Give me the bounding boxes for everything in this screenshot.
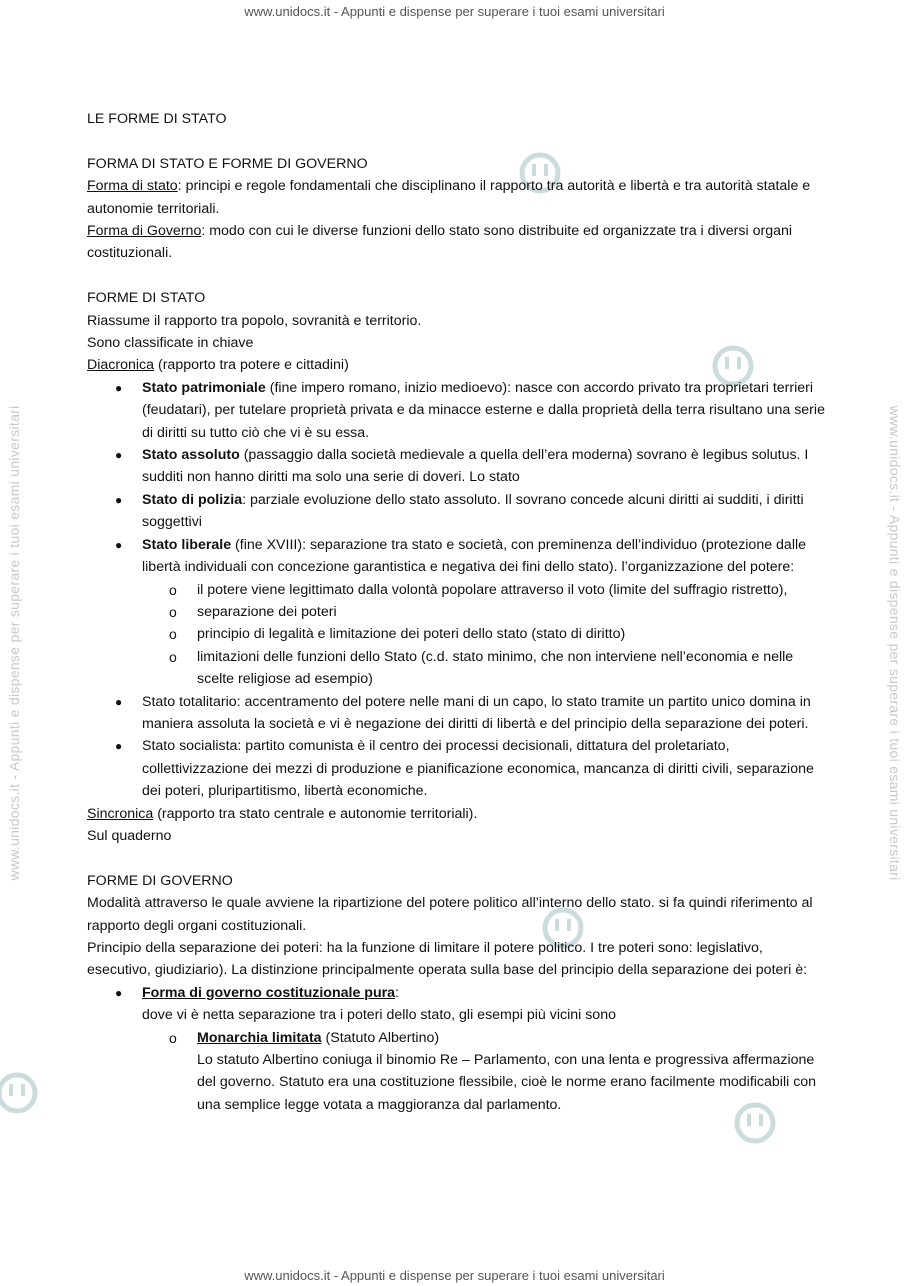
list-item	[115, 444, 827, 489]
list-item	[115, 735, 827, 802]
sublist-item-text: il potere viene legittimato dalla volontà popolare attraverso il voto (limite del suffragio ristretto),	[197, 581, 788, 598]
circle-bullet-icon: o	[169, 1029, 177, 1046]
paragraph: Riassume il rapporto tra popolo, sovranità e territorio.	[87, 312, 422, 329]
forma-di-stato-text: : principi e regole fondamentali che disciplinano il rapporto tra autorità e libertà e tra autorità statale e autonomie territoriali.	[87, 178, 811, 217]
diacronica-line	[87, 354, 827, 376]
sublist-item	[169, 579, 827, 601]
sublist-item	[169, 1027, 827, 1117]
list-item-text: Stato socialista: partito comunista è il centro dei processi decisionali, dittatura del proletariato, collettivizzazione dei mezzi di produzione e pianificazione economica, mancanza di diritti civili, separazione dei poteri, pluripartitismo, libertà economiche.	[142, 738, 814, 800]
paragraph: Sul quaderno	[87, 827, 172, 844]
bullet-icon: ●	[115, 694, 123, 709]
forma-di-governo-text: : modo con cui le diverse funzioni dello stato sono distribuite ed organizzate tra i diversi organi costituzionali.	[87, 223, 793, 262]
sublist-item-term: Monarchia limitata	[197, 1029, 322, 1046]
sublist-item	[169, 646, 827, 691]
circle-bullet-icon: o	[169, 603, 177, 620]
watermark-side-left: www.unidocs.it - Appunti e dispense per superare i tuoi esami universitari	[6, 405, 22, 881]
forma-di-stato-definition	[87, 175, 827, 220]
forma-di-stato-term: Forma di stato	[87, 178, 178, 195]
section-heading-forme-di-stato: FORME DI STATO	[87, 290, 206, 307]
list-item-colon: :	[395, 984, 399, 1001]
forma-di-governo-term: Forma di Governo	[87, 223, 202, 240]
bullet-icon: ●	[115, 448, 123, 463]
paragraph: Sono classificate in chiave	[87, 335, 254, 352]
paragraph: Modalità attraverso le quale avviene la ripartizione del potere politico all’interno dello stato. si fa quindi riferimento al rapporto degli organi costituzionali.	[87, 895, 813, 934]
sublist-item	[169, 601, 827, 623]
list-item-text: dove vi è netta separazione tra i poteri dello stato, gli esempi più vicini sono	[142, 1007, 616, 1024]
list-item-term: Stato liberale	[142, 536, 232, 553]
sublist-item-text: Lo statuto Albertino coniuga il binomio Re – Parlamento, con una lenta e progressiva affermazione del governo. Statuto era una costituzione flessibile, cioè le norme erano facilmente modificabili con una semplice legge votata a maggioranza dal parlamento.	[197, 1052, 817, 1113]
list-item	[115, 691, 827, 736]
bullet-icon: ●	[115, 985, 123, 1000]
governo-list	[87, 982, 827, 1116]
list-item-text: Stato totalitario: accentramento del potere nelle mani di un capo, lo stato tramite un partito unico domina in maniera assoluta la società e vi è negazione dei diritti di libertà e del principio della separazione dei poteri.	[142, 693, 811, 732]
liberale-sublist	[142, 579, 827, 691]
sincronica-desc: (rapporto tra stato centrale e autonomie territoriali).	[153, 805, 478, 822]
circle-bullet-icon: o	[169, 581, 177, 598]
document-body	[87, 108, 827, 1116]
circle-bullet-icon: o	[169, 626, 177, 643]
list-item-text: (passaggio dalla società medievale a quella dell’era moderna) sovrano è legibus solutus. I sudditi non hanno diritti ma solo una serie di doveri. Lo stato	[142, 447, 809, 486]
list-item-text: (fine impero romano, inizio medioevo): nasce con accordo privato tra proprietari terrieri (feudatari), per tutelare proprietà privata e da minacce esterne e dalla proprietà della terra risultano una serie di diritti su tutto ciò che vi è su essa.	[142, 379, 825, 441]
diacronica-desc: (rapporto tra potere e cittadini)	[154, 357, 349, 374]
sincronica-line	[87, 803, 827, 825]
paragraph: Principio della separazione dei poteri: ha la funzione di limitare il potere politico. I tre poteri sono: legislativo, esecutivo, giudiziario). La distinzione principalmente operata sulla base del principio della separazione dei poteri è:	[87, 939, 808, 979]
list-item-term: Forma di governo costituzionale pura	[142, 984, 396, 1001]
sublist-item-text: separazione dei poteri	[197, 603, 337, 620]
unidocs-logo-icon	[0, 1070, 40, 1116]
watermark-footer: www.unidocs.it - Appunti e dispense per superare i tuoi esami universitari	[244, 1268, 665, 1283]
list-item-term: Stato di polizia	[142, 491, 243, 508]
stati-list	[87, 377, 827, 803]
sincronica-term: Sincronica	[87, 805, 154, 822]
list-item	[115, 982, 827, 1116]
list-item	[115, 489, 827, 534]
sublist-item-text: principio di legalità e limitazione dei poteri dello stato (stato di diritto)	[197, 626, 626, 643]
list-item	[115, 534, 827, 691]
governo-sublist	[142, 1027, 827, 1117]
bullet-icon: ●	[115, 492, 123, 507]
list-item-text: : parziale evoluzione dello stato assoluto. Il sovrano concede alcuni diritti ai sudditi, i diritti soggettivi	[142, 491, 804, 531]
list-item	[115, 377, 827, 444]
doc-title: LE FORME DI STATO	[87, 111, 227, 127]
list-item-term: Stato assoluto	[142, 447, 240, 464]
forma-di-governo-definition	[87, 220, 827, 265]
list-item-term: Stato patrimoniale	[142, 379, 266, 396]
watermark-side-right: www.unidocs.it - Appunti e dispense per superare i tuoi esami universitari	[887, 405, 903, 881]
list-item-text: (fine XVIII): separazione tra stato e società, con preminenza dell’individuo (protezione dalle libertà individuali con concezione garantistica e negativa dei fini dello stato). l’organizzazione del potere:	[142, 536, 807, 576]
diacronica-term: Diacronica	[87, 357, 155, 374]
sublist-item-desc: (Statuto Albertino)	[321, 1029, 440, 1046]
bullet-icon: ●	[115, 380, 123, 395]
circle-bullet-icon: o	[169, 648, 177, 665]
sublist-item	[169, 623, 827, 645]
section-heading-forma-stato-governo: FORMA DI STATO E FORME DI GOVERNO	[87, 155, 368, 172]
watermark-header: www.unidocs.it - Appunti e dispense per superare i tuoi esami universitari	[244, 4, 665, 19]
sublist-item-text: limitazioni delle funzioni dello Stato (c.d. stato minimo, che non interviene nell’economia e nelle scelte religiose ad esempio)	[197, 648, 794, 688]
bullet-icon: ●	[115, 537, 123, 552]
section-heading-forme-di-governo: FORME DI GOVERNO	[87, 872, 233, 889]
bullet-icon: ●	[115, 739, 123, 754]
